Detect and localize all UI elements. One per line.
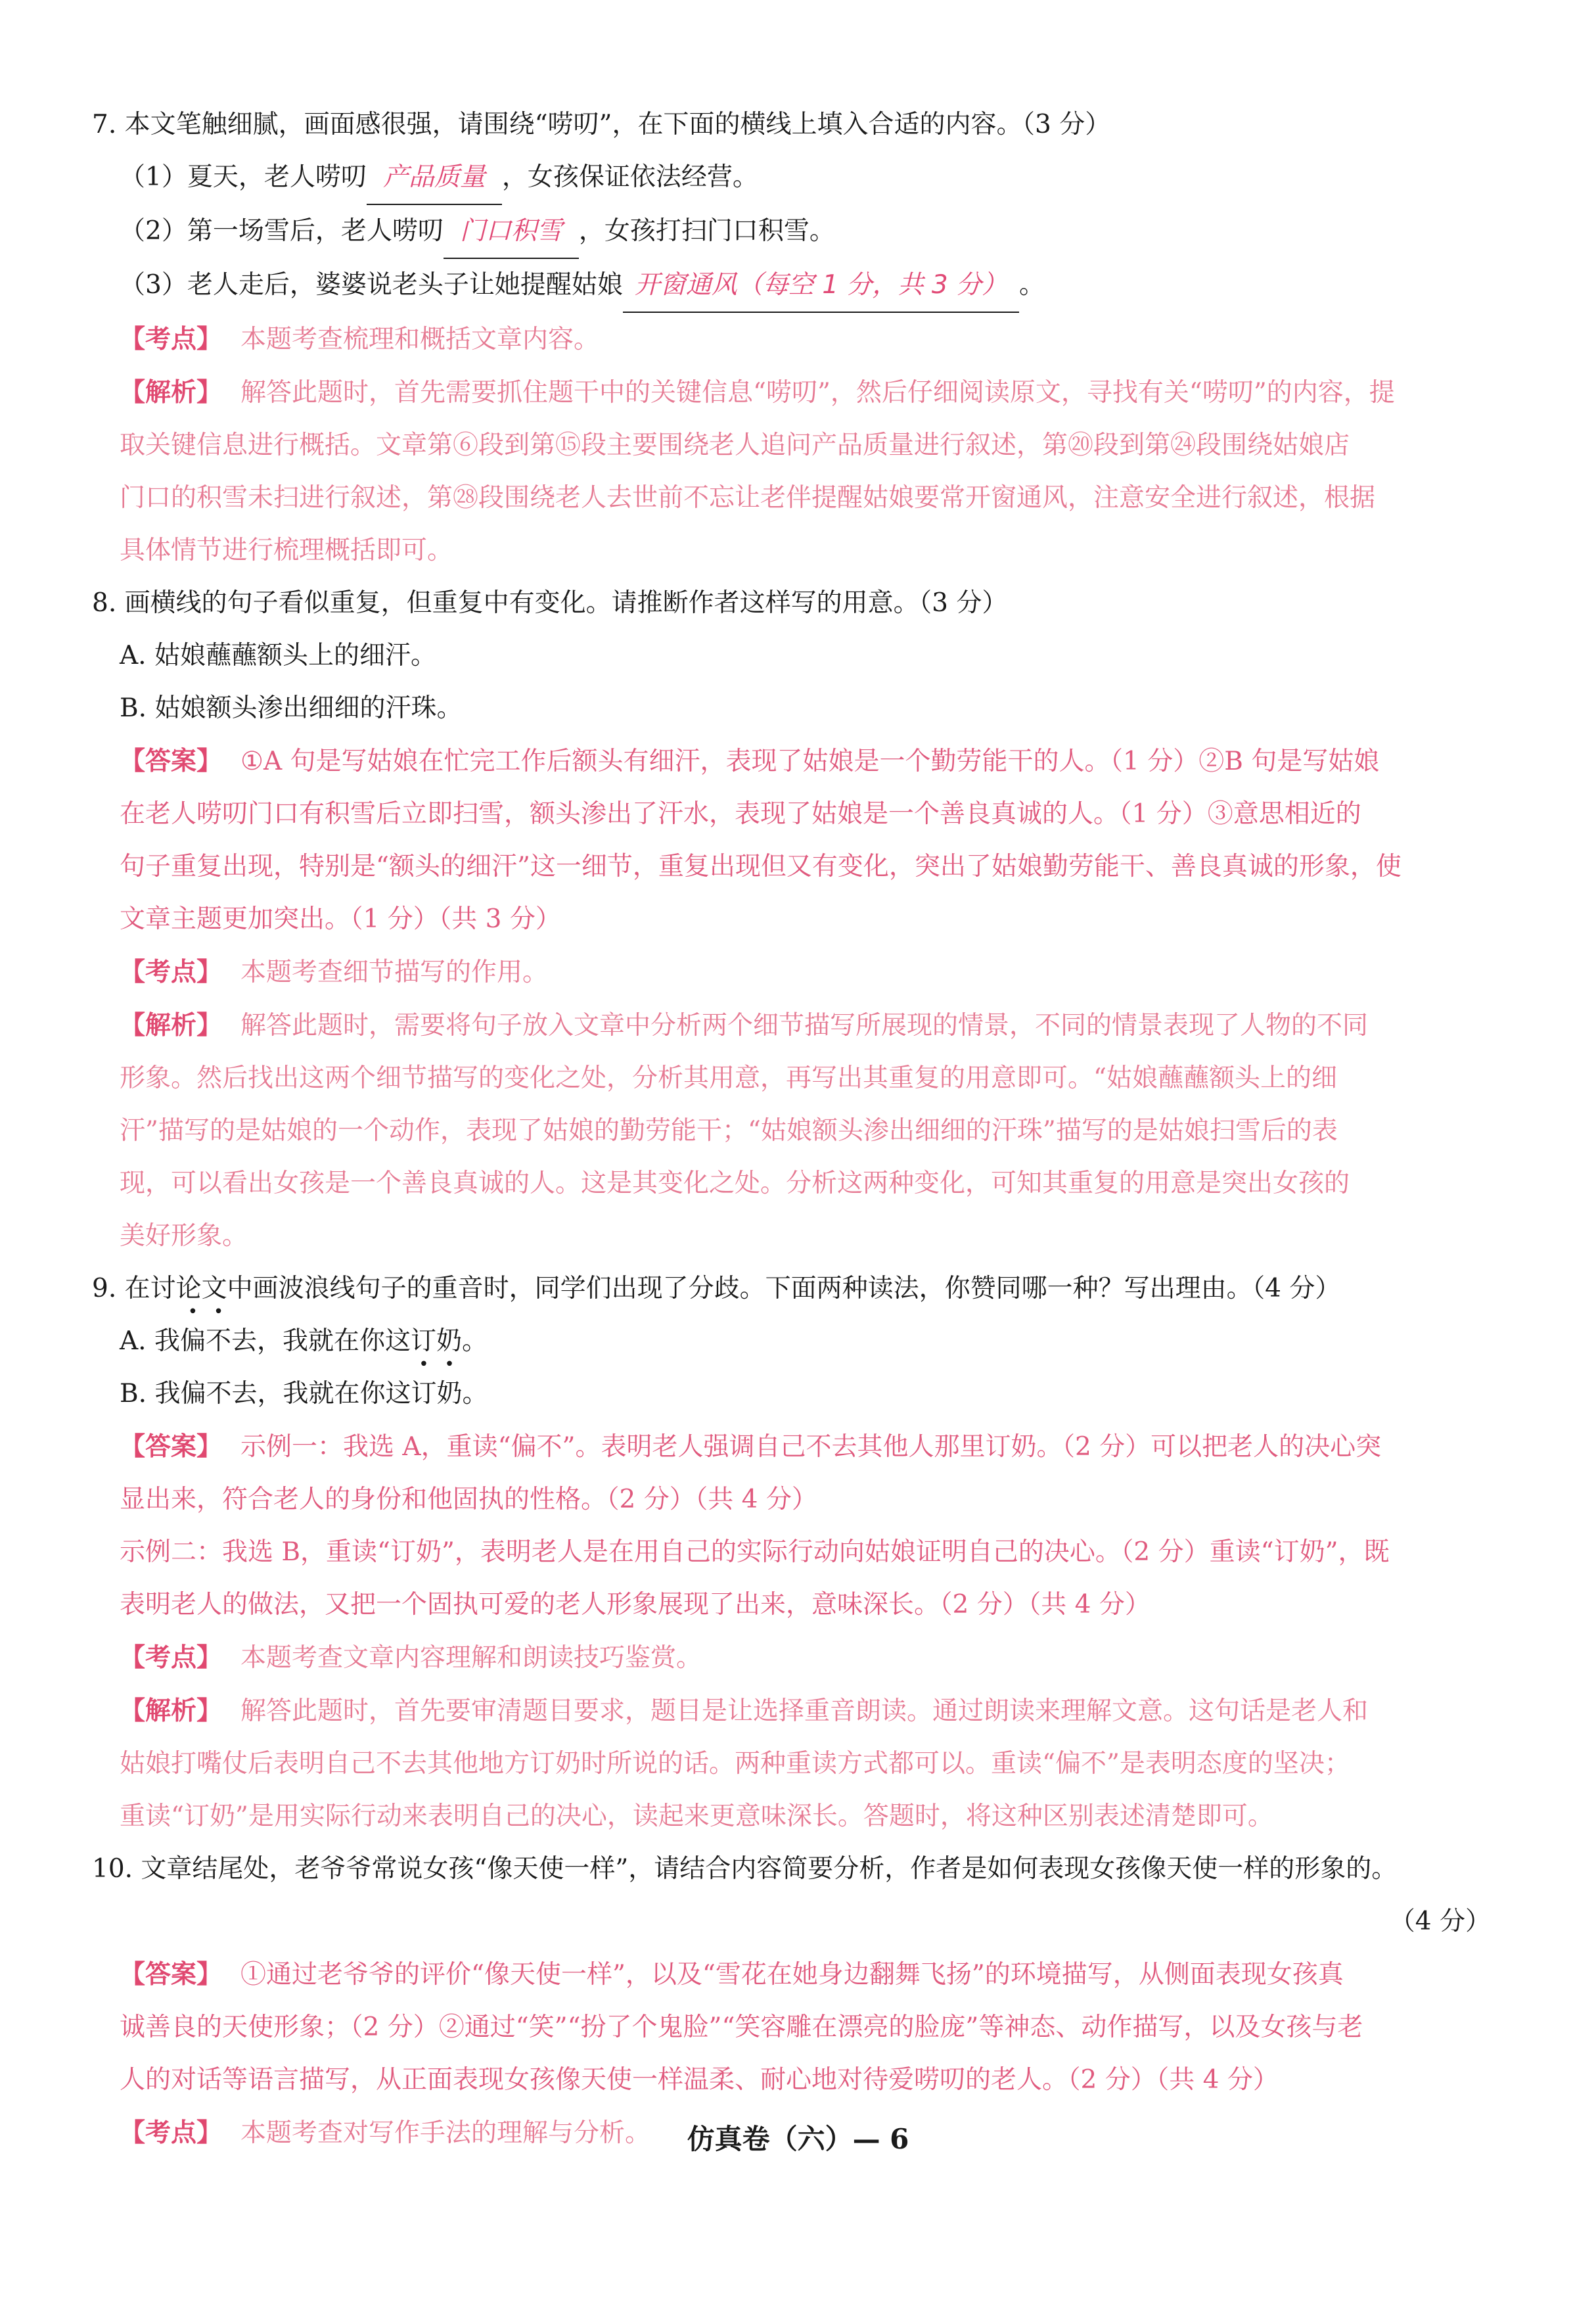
q7-jiexi-line4: 具体情节进行梳理概括即可。	[120, 536, 453, 565]
daan-tag: 【答案】	[120, 1431, 223, 1462]
q7-item2-answer: 门口积雪	[444, 205, 579, 259]
q8-title: 8. 画横线的句子看似重复，但重复中有变化。请推断作者这样写的用意。（3 分）	[92, 588, 1008, 618]
q8-kaodian-text: 本题考查细节描写的作用。	[240, 958, 549, 987]
kaodian-tag: 【考点】	[120, 324, 223, 354]
kaodian-tag: 【考点】	[120, 1642, 223, 1673]
page-footer: 仿真卷（六）— 6	[687, 2123, 909, 2155]
daan-tag: 【答案】	[120, 746, 223, 776]
q8-daan-line3: 句子重复出现，特别是“额头的细汗”这一细节，重复出现但又有变化，突出了姑娘勤劳能干、善良真诚的形象，使	[120, 852, 1402, 881]
jiexi-tag: 【解析】	[120, 377, 223, 407]
kaodian-tag: 【考点】	[120, 2118, 223, 2148]
q10-daan-line1	[92, 1948, 1491, 2001]
q7-item1-prefix: （1）夏天，老人唠叨	[120, 162, 367, 192]
q9-daan-line3: 示例二：我选 B，重读“订奶”，表明老人是在用自己的实际行动向姑娘证明自己的决心。（2 分）重读“订奶”，既	[120, 1537, 1390, 1567]
q7-item3-answer: 开窗通风（每空 1 分，共 3 分）	[623, 259, 1019, 313]
kaodian-tag: 【考点】	[120, 957, 223, 987]
q10-daan-line2: 诚善良的天使形象；（2 分）②通过“笑”“扮了个鬼脸”“笑容雕在漂亮的脸庞”等神态、动作描写，以及女孩与老	[120, 2012, 1363, 2042]
q7-kaodian-text: 本题考查梳理和概括文章内容。	[240, 325, 600, 354]
q8-jiexi-text1: 解答此题时，需要将句子放入文章中分析两个细节描写所展现的情景，不同的情景表现了人物的不同	[240, 1011, 1369, 1040]
q9-jiexi-line1	[92, 1685, 1491, 1738]
q9-option-a	[92, 1315, 1491, 1368]
q9-option-b	[92, 1368, 1491, 1420]
q7-jiexi-text1: 解答此题时，首先需要抓住题干中的关键信息“唠叨”，然后仔细阅读原文，寻找有关“唠叨”的内容，提	[240, 378, 1395, 407]
q7-kaodian	[92, 313, 1491, 366]
q7-item3-suffix: 。	[1019, 270, 1045, 300]
q8-daan-line2: 在老人唠叨门口有积雪后立即扫雪，额头渗出了汗水，表现了姑娘是一个善良真诚的人。（1 分）③意思相近的	[120, 799, 1361, 829]
q8-kaodian	[92, 946, 1491, 999]
q9-daan-line1	[92, 1420, 1491, 1474]
q7-item1-suffix: ，女孩保证依法经营。	[501, 162, 758, 192]
daan-tag: 【答案】	[120, 1959, 223, 1989]
q8-option-b: B. 姑娘额头渗出细细的汗珠。	[120, 693, 463, 723]
q9-kaodian	[92, 1631, 1491, 1685]
jiexi-tag: 【解析】	[120, 1010, 223, 1040]
q7-item1	[92, 151, 1491, 205]
q9-option-a-suffix: 去，我就在你这订奶。	[231, 1326, 488, 1356]
q7-item3-prefix: （3）老人走后，婆婆说老头子让她提醒姑娘	[120, 270, 623, 300]
jiexi-tag: 【解析】	[120, 1696, 223, 1726]
q9-option-a-stress2: 不	[205, 1326, 231, 1356]
q9-daan-line2: 显出来，符合老人的身份和他固执的性格。（2 分）（共 4 分）	[120, 1485, 817, 1514]
q10-daan-line3: 人的对话等语言描写，从正面表现女孩像天使一样温柔、耐心地对待爱唠叨的老人。（2 分）（共 4 分）	[120, 2065, 1279, 2095]
q8-jiexi-line2: 形象。然后找出这两个细节描写的变化之处，分析其用意，再写出其重复的用意即可。“姑娘蘸蘸额头上的细	[120, 1063, 1337, 1093]
q9-jiexi-text1: 解答此题时，首先要审清题目要求，题目是让选择重音朗读。通过朗读来理解文意。这句话是老人和	[240, 1696, 1369, 1726]
q7-title: 7. 本文笔触细腻，画面感很强，请围绕“唠叨”，在下面的横线上填入合适的内容。（3 分）	[92, 110, 1111, 139]
q8-daan-text1: ①A 句是写姑娘在忙完工作后额头有细汗，表现了姑娘是一个勤劳能干的人。（1 分）②B 句是写姑娘	[240, 747, 1380, 776]
q8-jiexi-line5: 美好形象。	[120, 1221, 248, 1251]
q7-item2-prefix: （2）第一场雪后，老人唠叨	[120, 216, 444, 246]
q10-kaodian-text: 本题考查对写作手法的理解与分析。	[240, 2118, 651, 2148]
q10-score: （4 分）	[1389, 1907, 1491, 1936]
q10-daan-text1: ①通过老爷爷的评价“像天使一样”，以及“雪花在她身边翻舞飞扬”的环境描写，从侧面表现女孩真	[240, 1960, 1344, 1989]
q8-option-a: A. 姑娘蘸蘸额头上的细汗。	[120, 641, 436, 670]
q7-jiexi-line2: 取关键信息进行概括。文章第⑥段到第⑮段主要围绕老人追问产品质量进行叙述，第⑳段到第㉔段围绕姑娘店	[120, 430, 1350, 460]
q7-item1-answer: 产品质量	[367, 151, 502, 205]
q9-option-b-suffix: 。	[462, 1379, 488, 1408]
q9-kaodian-text: 本题考查文章内容理解和朗读技巧鉴赏。	[240, 1643, 702, 1673]
q7-item2-suffix: ，女孩打扫门口积雪。	[578, 216, 835, 246]
q7-item2	[92, 205, 1491, 259]
q8-jiexi-line1	[92, 999, 1491, 1052]
q7-item3	[92, 259, 1491, 313]
q10-title: 10. 文章结尾处，老爷爷常说女孩“像天使一样”，请结合内容简要分析，作者是如何表现女孩像天使一样的形象的。	[92, 1854, 1398, 1884]
q8-jiexi-line3: 汗”描写的是姑娘的一个动作，表现了姑娘的勤劳能干；“姑娘额头渗出细细的汗珠”描写的是姑娘扫雪后的表	[120, 1116, 1338, 1146]
q8-daan-line1	[92, 735, 1491, 788]
q7-jiexi-line3: 门口的积雪未扫进行叙述，第㉘段围绕老人去世前不忘让老伴提醒姑娘要常开窗通风，注意安全进行叙述，根据	[120, 483, 1376, 513]
q7-jiexi-line1	[92, 366, 1491, 419]
q8-jiexi-line4: 现，可以看出女孩是一个善良真诚的人。这是其变化之处。分析这两种变化，可知其重复的用意是突出女孩的	[120, 1169, 1350, 1198]
q9-jiexi-line2: 姑娘打嘴仗后表明自己不去其他地方订奶时所说的话。两种重读方式都可以。重读“偏不”是表明态度的坚决；	[120, 1749, 1350, 1779]
q9-option-a-stress1: 偏	[179, 1326, 206, 1356]
q9-jiexi-line3: 重读“订奶”是用实际行动来表明自己的决心，读起来更意味深长。答题时，将这种区别表述清楚即可。	[120, 1802, 1273, 1831]
q9-option-b-stress2: 奶	[436, 1379, 463, 1408]
q9-option-b-stress1: 订	[411, 1379, 437, 1408]
q9-title: 9. 在讨论文中画波浪线句子的重音时，同学们出现了分歧。下面两种读法，你赞同哪一种？写出理由。（4 分）	[92, 1274, 1341, 1303]
q9-option-b-prefix: B. 我偏不去，我就在你这	[120, 1379, 411, 1408]
q9-daan-text1: 示例一：我选 A，重读“偏不”。表明老人强调自己不去其他人那里订奶。（2 分）可以把老人的决心突	[240, 1432, 1382, 1462]
q9-option-a-prefix: A. 我	[120, 1326, 180, 1356]
q8-daan-line4: 文章主题更加突出。（1 分）（共 3 分）	[120, 904, 561, 934]
q9-daan-line4: 表明老人的做法，又把一个固执可爱的老人形象展现了出来，意味深长。（2 分）（共 4 分）	[120, 1590, 1151, 1619]
